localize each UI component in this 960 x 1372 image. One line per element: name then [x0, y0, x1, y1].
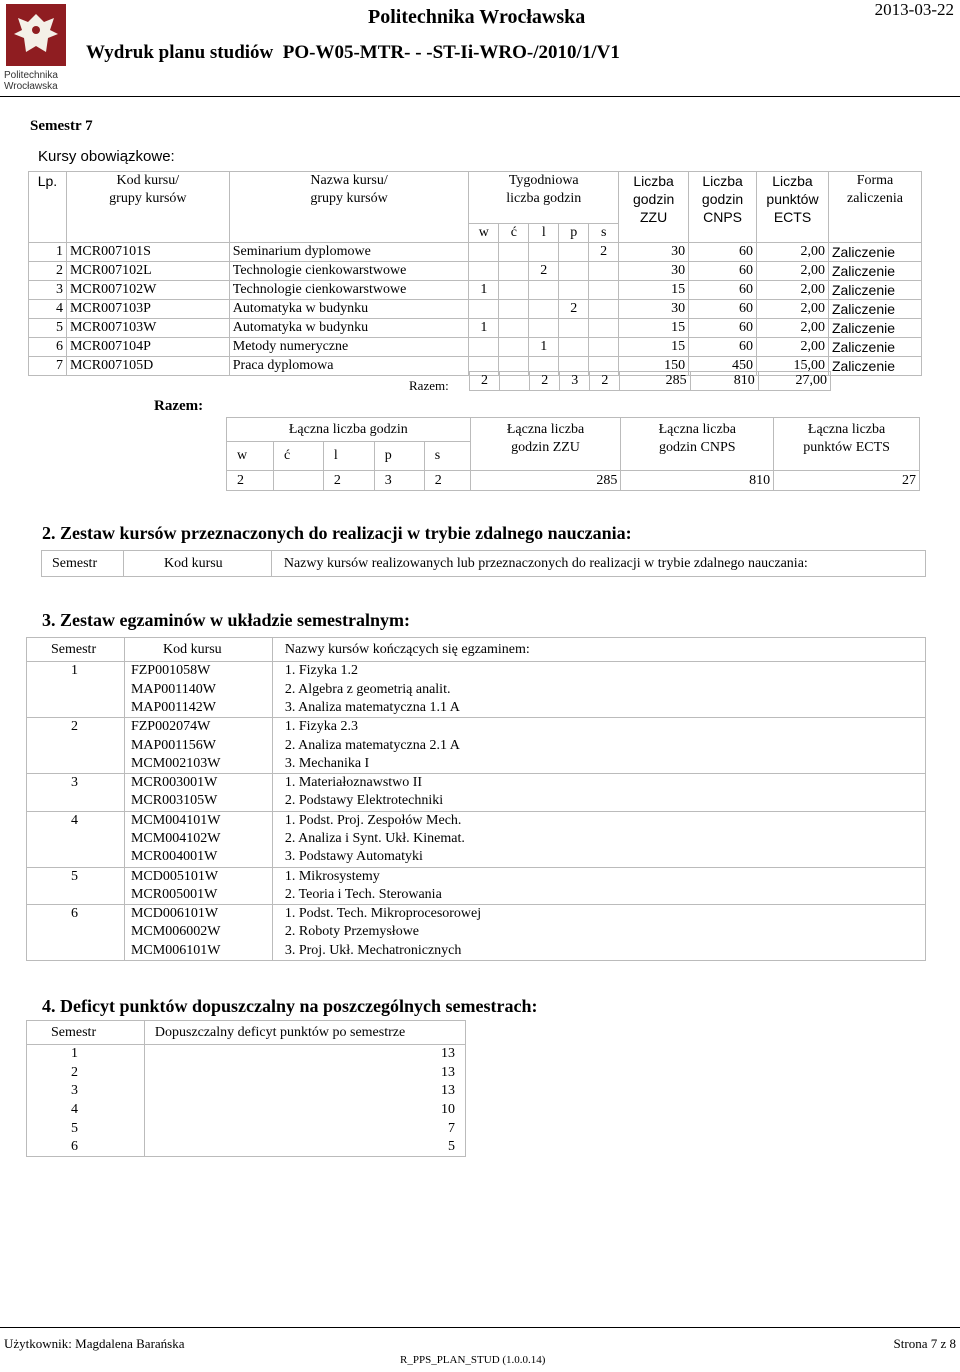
course-p — [559, 338, 589, 357]
exam-row — [27, 830, 926, 849]
exam-course-name: 3. Podstawy Automatyki — [272, 848, 925, 867]
sum-w: 2 — [470, 372, 500, 391]
course-p — [559, 319, 589, 338]
exam-course-name: 1. Podst. Proj. Zespołów Mech. — [272, 811, 925, 830]
deficit-value: 10 — [144, 1101, 465, 1120]
exam-course-name: 3. Proj. Ukł. Mechatronicznych — [272, 942, 925, 961]
total-sub-w: w — [227, 442, 274, 471]
exam-course-name: 1. Materiałoznawstwo II — [272, 774, 925, 793]
course-l — [529, 243, 559, 262]
course-s — [589, 300, 619, 319]
print-date: 2013-03-22 — [874, 0, 954, 19]
course-s — [589, 281, 619, 300]
course-zzu: 15 — [619, 338, 689, 357]
exam-code: MCD006101W — [124, 904, 272, 923]
exam-row — [27, 923, 926, 942]
course-name: Technologie cienkowarstwowe — [229, 262, 469, 281]
course-zzu: 15 — [619, 281, 689, 300]
exam-row — [27, 904, 926, 923]
col-lp-header: Lp. — [29, 172, 67, 243]
course-lp: 2 — [29, 262, 67, 281]
col-zzu-header: Liczba godzin ZZU — [619, 172, 689, 243]
remote-col-names: Nazwy kursów realizowanych lub przeznaczonych do realizacji w trybie zdalnego nauczania: — [271, 551, 925, 577]
total-hours-header: Łączna liczba godzin — [227, 418, 471, 442]
course-l — [529, 319, 559, 338]
deficit-col-deficit: Dopuszczalny deficyt punktów po semestrze — [144, 1021, 465, 1045]
exams-header-row — [27, 638, 926, 662]
course-w — [469, 300, 499, 319]
course-cnps: 60 — [689, 338, 757, 357]
exam-code: MCR004001W — [124, 848, 272, 867]
course-w — [469, 243, 499, 262]
exam-semester — [27, 736, 125, 755]
footer-code: R_PPS_PLAN_STUD (1.0.0.14) — [400, 1354, 546, 1366]
remote-courses-table — [41, 550, 926, 577]
col-form-header: Forma zaliczenia — [828, 172, 921, 243]
deficit-value: 5 — [144, 1138, 465, 1157]
course-p — [559, 243, 589, 262]
logo-text-line1: Politechnika — [4, 70, 58, 81]
exam-row — [27, 736, 926, 755]
sum-l: 2 — [530, 372, 560, 391]
course-l — [529, 281, 559, 300]
course-zzu: 30 — [619, 262, 689, 281]
sum-zzu: 285 — [620, 372, 690, 391]
exam-row — [27, 774, 926, 793]
course-code: MCR007103W — [66, 319, 229, 338]
exam-row — [27, 662, 926, 681]
course-c — [499, 243, 529, 262]
course-l: 2 — [529, 262, 559, 281]
course-form: Zaliczenie — [828, 243, 921, 262]
total-p: 3 — [374, 471, 424, 491]
course-p — [559, 281, 589, 300]
footer-page: Strona 7 z 8 — [893, 1336, 956, 1351]
exam-code: MCM002103W — [124, 755, 272, 774]
col-ects-header: Liczba punktów ECTS — [757, 172, 829, 243]
exam-course-name: 3. Analiza matematyczna 1.1 A — [272, 699, 925, 718]
course-ects: 2,00 — [757, 243, 829, 262]
exam-code: FZP002074W — [124, 718, 272, 737]
exam-semester — [27, 923, 125, 942]
course-cnps: 450 — [689, 357, 757, 376]
course-name: Technologie cienkowarstwowe — [229, 281, 469, 300]
university-logo — [4, 4, 68, 94]
exam-semester: 4 — [27, 811, 125, 830]
course-w — [469, 262, 499, 281]
exam-course-name: 1. Fizyka 1.2 — [272, 662, 925, 681]
exam-code: MCR003001W — [124, 774, 272, 793]
exam-semester — [27, 699, 125, 718]
course-name: Metody numeryczne — [229, 338, 469, 357]
deficit-row — [27, 1119, 466, 1138]
course-w — [469, 338, 499, 357]
exam-row — [27, 942, 926, 961]
total-zzu-header: Łączna liczba godzin ZZU — [470, 418, 621, 471]
deficit-semester: 4 — [27, 1101, 145, 1120]
exams-col-code: Kod kursu — [124, 638, 272, 662]
exam-row — [27, 886, 926, 905]
exam-row — [27, 792, 926, 811]
exam-semester: 3 — [27, 774, 125, 793]
course-row — [29, 243, 922, 262]
exam-code: MAP001142W — [124, 699, 272, 718]
course-s — [589, 319, 619, 338]
deficit-row — [27, 1045, 466, 1064]
course-row — [29, 262, 922, 281]
col-code-header: Kod kursu/ grupy kursów — [66, 172, 229, 243]
total-l: 2 — [323, 471, 374, 491]
total-ects-header: Łączna liczba punktów ECTS — [774, 418, 920, 471]
course-cnps: 60 — [689, 243, 757, 262]
total-zzu: 285 — [470, 471, 621, 491]
exam-row — [27, 811, 926, 830]
total-sub-p: p — [374, 442, 424, 471]
deficit-value: 13 — [144, 1045, 465, 1064]
course-p — [559, 262, 589, 281]
course-s: 2 — [589, 243, 619, 262]
exams-col-semester: Semestr — [27, 638, 125, 662]
exam-row — [27, 718, 926, 737]
exam-code: MCM006101W — [124, 942, 272, 961]
course-lp: 1 — [29, 243, 67, 262]
exam-course-name: 2. Analiza matematyczna 2.1 A — [272, 736, 925, 755]
exam-semester — [27, 942, 125, 961]
deficit-value: 13 — [144, 1082, 465, 1101]
sum-s: 2 — [590, 372, 620, 391]
course-form: Zaliczenie — [828, 357, 921, 376]
sub-header-p: p — [559, 224, 589, 243]
header-divider — [0, 96, 960, 97]
exam-semester — [27, 680, 125, 699]
course-code: MCR007104P — [66, 338, 229, 357]
exams-table — [26, 637, 926, 961]
course-ects: 2,00 — [757, 338, 829, 357]
courses-table — [28, 171, 922, 376]
course-w: 1 — [469, 281, 499, 300]
course-w: 1 — [469, 319, 499, 338]
deficit-value: 7 — [144, 1119, 465, 1138]
total-cnps: 810 — [621, 471, 774, 491]
total-cnps-header: Łączna liczba godzin CNPS — [621, 418, 774, 471]
course-s — [589, 262, 619, 281]
exam-semester — [27, 848, 125, 867]
total-label: Razem: — [154, 398, 204, 414]
course-lp: 3 — [29, 281, 67, 300]
course-form: Zaliczenie — [828, 281, 921, 300]
section3-title: 3. Zestaw egzaminów w układzie semestralnym: — [42, 610, 410, 630]
footer-user: Użytkownik: Magdalena Barańska — [4, 1336, 185, 1351]
course-cnps: 60 — [689, 319, 757, 338]
exam-code: MCD005101W — [124, 867, 272, 886]
exam-code: FZP001058W — [124, 662, 272, 681]
exam-semester — [27, 830, 125, 849]
deficit-semester: 3 — [27, 1082, 145, 1101]
col-weekly-header: Tygodniowa liczba godzin — [469, 172, 619, 224]
exam-row — [27, 680, 926, 699]
deficit-semester: 2 — [27, 1063, 145, 1082]
section4-title: 4. Deficyt punktów dopuszczalny na poszczególnych semestrach: — [42, 996, 538, 1016]
exam-code: MCR005001W — [124, 886, 272, 905]
exam-row — [27, 755, 926, 774]
course-ects: 2,00 — [757, 300, 829, 319]
course-name: Automatyka w budynku — [229, 300, 469, 319]
exam-course-name: 2. Teoria i Tech. Sterowania — [272, 886, 925, 905]
deficit-table — [26, 1020, 466, 1157]
course-code: MCR007105D — [66, 357, 229, 376]
exam-course-name: 3. Mechanika I — [272, 755, 925, 774]
semester-sum-table — [469, 371, 831, 391]
required-courses-label: Kursy obowiązkowe: — [38, 148, 175, 165]
course-cnps: 60 — [689, 300, 757, 319]
course-c — [499, 262, 529, 281]
deficit-semester: 6 — [27, 1138, 145, 1157]
exam-semester: 2 — [27, 718, 125, 737]
exam-semester — [27, 792, 125, 811]
course-form: Zaliczenie — [828, 262, 921, 281]
course-cnps: 60 — [689, 262, 757, 281]
sum-c — [500, 372, 530, 391]
course-l: 1 — [529, 338, 559, 357]
course-ects: 2,00 — [757, 262, 829, 281]
exam-course-name: 1. Mikrosystemy — [272, 867, 925, 886]
sum-ects: 27,00 — [758, 372, 830, 391]
deficit-value: 13 — [144, 1063, 465, 1082]
course-cnps: 60 — [689, 281, 757, 300]
col-cnps-header: Liczba godzin CNPS — [689, 172, 757, 243]
semester-title: Semestr 7 — [30, 118, 93, 134]
total-sub-c: ć — [273, 442, 323, 471]
exam-course-name: 2. Algebra z geometrią analit. — [272, 680, 925, 699]
sub-header-c: ć — [499, 224, 529, 243]
course-ects: 2,00 — [757, 319, 829, 338]
course-code: MCR007102L — [66, 262, 229, 281]
course-ects: 2,00 — [757, 281, 829, 300]
section2-title: 2. Zestaw kursów przeznaczonych do realizacji w trybie zdalnego nauczania: — [42, 523, 632, 543]
exam-semester: 5 — [27, 867, 125, 886]
exam-code: MCR003105W — [124, 792, 272, 811]
course-c — [499, 300, 529, 319]
course-code: MCR007101S — [66, 243, 229, 262]
deficit-semester: 1 — [27, 1045, 145, 1064]
course-lp: 5 — [29, 319, 67, 338]
course-row — [29, 338, 922, 357]
exam-code: MCM004101W — [124, 811, 272, 830]
exam-semester: 6 — [27, 904, 125, 923]
course-form: Zaliczenie — [828, 319, 921, 338]
course-zzu: 150 — [619, 357, 689, 376]
exam-course-name: 2. Podstawy Elektrotechniki — [272, 792, 925, 811]
course-ects: 15,00 — [757, 357, 829, 376]
deficit-header-row — [27, 1021, 466, 1045]
course-c — [499, 281, 529, 300]
course-s — [589, 338, 619, 357]
course-zzu: 30 — [619, 300, 689, 319]
remote-col-semester: Semestr — [42, 551, 124, 577]
exam-semester — [27, 755, 125, 774]
sum-cnps: 810 — [690, 372, 758, 391]
footer-divider — [0, 1327, 960, 1328]
total-sub-l: l — [323, 442, 374, 471]
deficit-col-semester: Semestr — [27, 1021, 145, 1045]
exams-col-names: Nazwy kursów kończących się egzaminem: — [272, 638, 925, 662]
total-c — [273, 471, 323, 491]
total-table — [226, 417, 920, 491]
deficit-row — [27, 1063, 466, 1082]
exam-course-name: 1. Fizyka 2.3 — [272, 718, 925, 737]
exam-code: MAP001156W — [124, 736, 272, 755]
course-p: 2 — [559, 300, 589, 319]
deficit-semester: 5 — [27, 1119, 145, 1138]
exam-code: MCM004102W — [124, 830, 272, 849]
document-subtitle: Wydruk planu studiów PO-W05-MTR- - -ST-Ii-WRO-/2010/1/V1 — [86, 42, 620, 63]
total-sub-s: s — [424, 442, 470, 471]
exam-code: MAP001140W — [124, 680, 272, 699]
course-name: Praca dyplomowa — [229, 357, 469, 376]
sum-p: 3 — [560, 372, 590, 391]
exam-course-name: 1. Podst. Tech. Mikroprocesorowej — [272, 904, 925, 923]
course-zzu: 30 — [619, 243, 689, 262]
exam-code: MCM006002W — [124, 923, 272, 942]
sub-header-l: l — [529, 224, 559, 243]
deficit-row — [27, 1101, 466, 1120]
remote-col-code: Kod kursu — [123, 551, 271, 577]
exam-semester — [27, 886, 125, 905]
sum-row-label: Razem: — [409, 378, 449, 393]
course-code: MCR007102W — [66, 281, 229, 300]
total-w: 2 — [227, 471, 274, 491]
eagle-emblem-icon — [6, 4, 66, 66]
exam-row — [27, 867, 926, 886]
col-name-header: Nazwa kursu/ grupy kursów — [229, 172, 469, 243]
total-s: 2 — [424, 471, 470, 491]
course-row — [29, 300, 922, 319]
deficit-row — [27, 1138, 466, 1157]
course-form: Zaliczenie — [828, 300, 921, 319]
exam-course-name: 2. Analiza i Synt. Ukł. Kinemat. — [272, 830, 925, 849]
course-row — [29, 319, 922, 338]
course-lp: 4 — [29, 300, 67, 319]
sub-header-w: w — [469, 224, 499, 243]
course-lp: 6 — [29, 338, 67, 357]
logo-text-line2: Wrocławska — [4, 81, 58, 92]
course-code: MCR007103P — [66, 300, 229, 319]
exam-row — [27, 848, 926, 867]
course-l — [529, 300, 559, 319]
course-zzu: 15 — [619, 319, 689, 338]
course-lp: 7 — [29, 357, 67, 376]
institution-title: Politechnika Wrocławska — [368, 6, 586, 28]
course-c — [499, 319, 529, 338]
course-row — [29, 281, 922, 300]
exam-row — [27, 699, 926, 718]
course-name: Seminarium dyplomowe — [229, 243, 469, 262]
course-name: Automatyka w budynku — [229, 319, 469, 338]
course-c — [499, 338, 529, 357]
exam-course-name: 2. Roboty Przemysłowe — [272, 923, 925, 942]
course-form: Zaliczenie — [828, 338, 921, 357]
total-ects: 27 — [774, 471, 920, 491]
deficit-row — [27, 1082, 466, 1101]
exam-semester: 1 — [27, 662, 125, 681]
sub-header-s: s — [589, 224, 619, 243]
